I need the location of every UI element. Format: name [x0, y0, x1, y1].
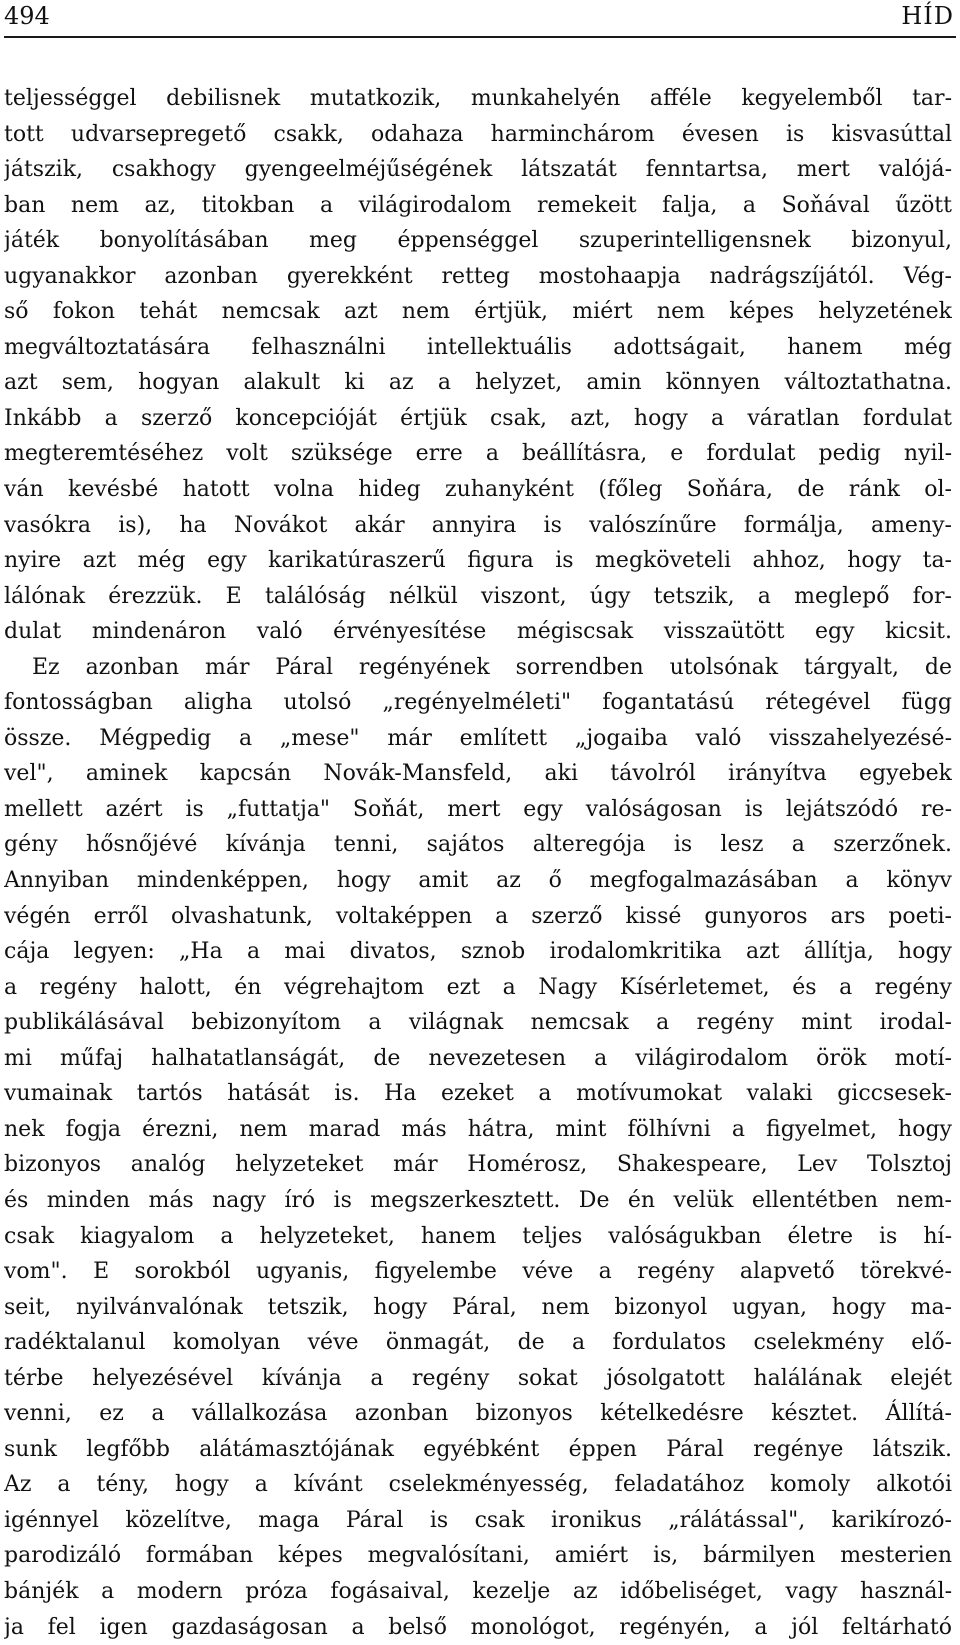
text-line: vasókra is), ha Novákot akár annyira is valószínűre formálja, ameny- — [4, 512, 952, 538]
text-line: dulat mindenáron való érvényesítése mégiscsak visszaütött egy kicsit. — [4, 619, 952, 645]
header-rule — [4, 36, 956, 38]
text-line: publikálásával bebizonyítom a világnak nemcsak a regény mint irodal- — [4, 1010, 952, 1036]
text-line: megváltoztatására felhasználni intellektuális adottságait, hanem még — [4, 334, 952, 360]
text-line: Annyiban mindenképpen, hogy amit az ő megfogalmazásában a könyv — [4, 868, 952, 894]
text-line: csak kiagyalom a helyzeteket, hanem teljes valóságukban életre is hí- — [4, 1223, 952, 1249]
text-line: bizonyos analóg helyzeteket már Homérosz, Shakespeare, Lev Tolsztoj — [4, 1152, 952, 1178]
text-line: mi műfaj halhatatlanságát, de nevezetesen a világirodalom örök motí- — [4, 1045, 952, 1071]
text-line: ső fokon tehát nemcsak azt nem értjük, miért nem képes helyzetének — [4, 299, 952, 325]
text-line: térbe helyezésével kívánja a regény sokat jósolgatott halálának elejét — [4, 1365, 952, 1391]
text-line: Az a tény, hogy a kívánt cselekményesség, feladatához komoly alkotói — [4, 1472, 952, 1498]
text-line: venni, ez a vállalkozása azonban bizonyos kételkedésre késztet. Állítá- — [4, 1401, 952, 1427]
text-line: játszik, csakhogy gyengeelméjűségének látszatát fenntartsa, mert valójá- — [4, 157, 952, 183]
text-line: mellett azért is „futtatja" Soňát, mert egy valóságosan is lejátszódó re- — [4, 796, 952, 822]
text-line: sunk legfőbb alátámasztójának egyébként éppen Páral regénye látszik. — [4, 1436, 952, 1462]
running-head-journal-name: HÍD — [901, 2, 954, 30]
page-header — [4, 0, 954, 34]
text-line: seit, nyilvánvalónak tetszik, hogy Páral, nem bizonyol ugyan, hogy ma- — [4, 1294, 952, 1320]
text-line: lálónak érezzük. E találóság nélkül viszont, úgy tetszik, a meglepő for- — [4, 583, 952, 609]
text-line: ugyanakkor azonban gyerekként retteg mostohaapja nadrágszíjától. Vég- — [4, 263, 952, 289]
text-line: nek fogja érezni, nem marad más hátra, mint fölhívni a figyelmet, hogy — [4, 1116, 952, 1142]
text-line: parodizáló formában képes megvalósítani, amiért is, bármilyen mesterien — [4, 1543, 952, 1569]
text-line: igénnyel közelítve, maga Páral is csak ironikus „rálátással", karikírozó- — [4, 1507, 952, 1533]
text-line: a regény halott, én végrehajtom ezt a Nagy Kísérletemet, és a regény — [4, 974, 952, 1000]
body-text — [4, 81, 952, 1645]
text-line: teljességgel debilisnek mutatkozik, munkahelyén afféle kegyelemből tar- — [4, 86, 952, 111]
text-line: gény hősnőjévé kívánja tenni, sajátos alteregója is lesz a szerzőnek. — [4, 832, 952, 858]
page-number: 494 — [4, 2, 50, 30]
text-line: vumainak tartós hatását is. Ha ezeket a motívumokat valaki giccsesek- — [4, 1081, 952, 1107]
paragraph-start-line: Ez azonban már Páral regényének sorrendben utolsónak tárgyalt, de — [32, 654, 952, 680]
text-line: cája legyen: „Ha a mai divatos, sznob irodalomkritika azt állítja, hogy — [4, 939, 952, 965]
text-line: azt sem, hogyan alakult ki az a helyzet, amin könnyen változtathatna. — [4, 370, 952, 396]
text-line: játék bonyolításában meg éppenséggel szuperintelligensnek bizonyul, — [4, 228, 952, 254]
text-line: Inkább a szerző koncepcióját értjük csak, azt, hogy a váratlan fordulat — [4, 405, 952, 431]
text-line: és minden más nagy író is megszerkesztett. De én velük ellentétben nem- — [4, 1187, 952, 1213]
text-line: össze. Mégpedig a „mese" már említett „jogaiba való visszahelyezésé- — [4, 725, 952, 751]
text-line: nyire azt még egy karikatúraszerű figura is megköveteli ahhoz, hogy ta- — [4, 548, 952, 574]
text-line: radéktalanul komolyan véve önmagát, de a fordulatos cselekmény elő- — [4, 1330, 952, 1356]
text-line: megteremtéséhez volt szüksége erre a beállításra, e fordulat pedig nyil- — [4, 441, 952, 467]
text-line: bánjék a modern próza fogásaival, kezelje az időbeliséget, vagy használ- — [4, 1578, 952, 1604]
text-line: vom". E sorokból ugyanis, figyelembe véve a regény alapvető törekvé- — [4, 1259, 952, 1285]
text-line: fontosságban aligha utolsó „regényelméleti" fogantatású rétegével függ — [4, 690, 952, 716]
text-line: vel", aminek kapcsán Novák-Mansfeld, aki távolról irányítva egyebek — [4, 761, 952, 787]
text-line: ván kevésbé hatott volna hideg zuhanyként (főleg Soňára, de ránk ol- — [4, 477, 952, 503]
text-line: ban nem az, titokban a világirodalom remekeit falja, a Soňával űzött — [4, 192, 952, 218]
text-line: végén erről olvashatunk, voltaképpen a szerző kissé gunyoros ars poeti- — [4, 903, 952, 929]
text-line: tott udvarsepregető csakk, odahaza harminchárom évesen is kisvasúttal — [4, 121, 952, 147]
text-line: ja fel igen gazdaságosan a belső monológot, regényén, a jól feltárható — [4, 1614, 952, 1640]
